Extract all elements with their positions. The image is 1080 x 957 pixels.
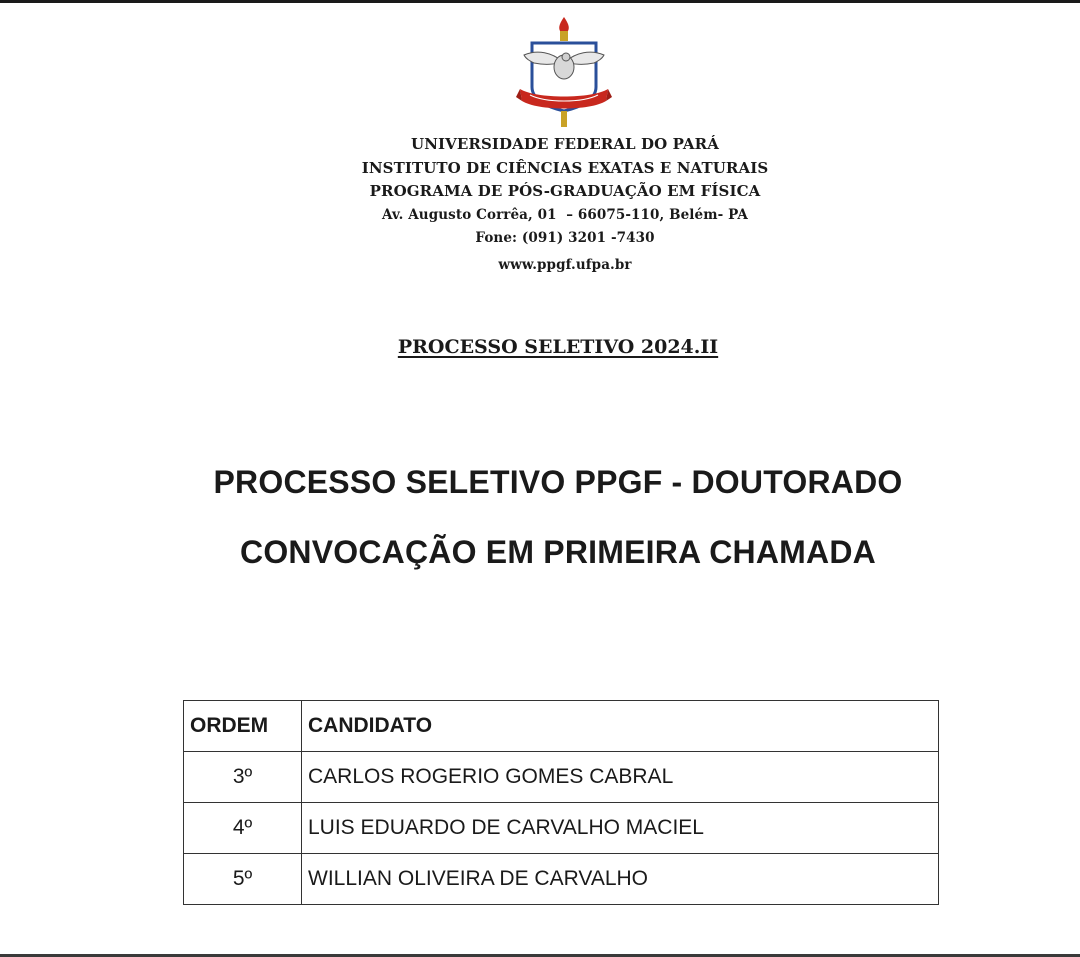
cell-candidato: LUIS EDUARDO DE CARVALHO MACIEL <box>302 803 939 854</box>
letterhead <box>0 133 1080 277</box>
cell-ordem: 5º <box>184 854 302 905</box>
process-heading-text: PROCESSO SELETIVO 2024.II <box>397 336 719 358</box>
table-row <box>184 803 939 854</box>
table-row <box>184 752 939 803</box>
cell-candidato: CARLOS ROGERIO GOMES CABRAL <box>302 752 939 803</box>
header-candidato: CANDIDATO <box>302 701 939 752</box>
cell-ordem: 3º <box>184 752 302 803</box>
letterhead-institute: INSTITUTO DE CIÊNCIAS EXATAS E NATURAIS <box>361 158 769 177</box>
document-subtitle: CONVOCAÇÃO EM PRIMEIRA CHAMADA <box>240 534 876 570</box>
header-ordem: ORDEM <box>184 701 302 752</box>
table-header-row <box>184 701 939 752</box>
letterhead-program: PROGRAMA DE PÓS-GRADUAÇÃO EM FÍSICA <box>369 182 761 200</box>
table-row <box>184 854 939 905</box>
letterhead-website: www.ppgf.ufpa.br <box>498 256 632 273</box>
letterhead-university: UNIVERSIDADE FEDERAL DO PARÁ <box>411 135 719 153</box>
cell-ordem: 4º <box>184 803 302 854</box>
letterhead-address: Av. Augusto Corrêa, 01 – 66075-110, Belém- PA <box>382 206 748 223</box>
cell-candidato: WILLIAN OLIVEIRA DE CARVALHO <box>302 854 939 905</box>
letterhead-phone: Fone: (091) 3201 -7430 <box>475 230 655 246</box>
ufpa-coat-of-arms-icon <box>516 15 612 131</box>
candidates-table <box>183 700 939 905</box>
process-heading <box>0 336 1080 358</box>
document-title: PROCESSO SELETIVO PPGF - DOUTORADO <box>213 464 903 500</box>
